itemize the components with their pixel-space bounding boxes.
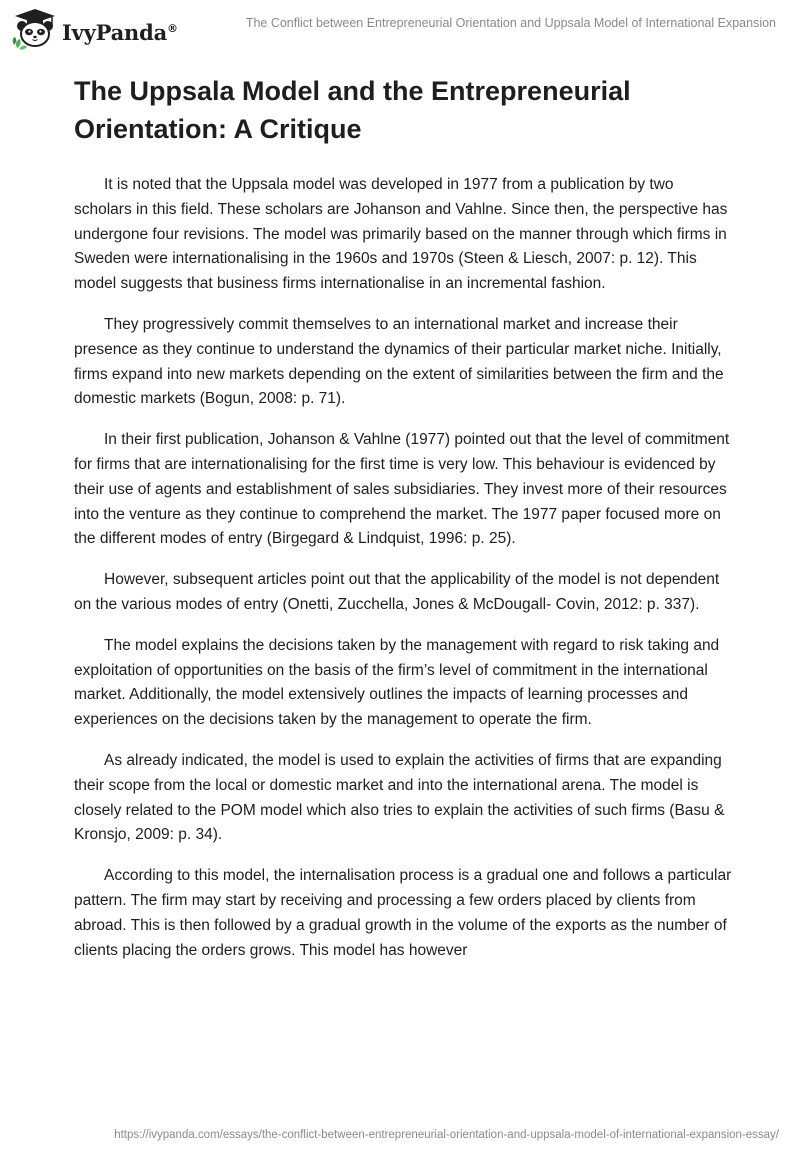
source-url[interactable]: https://ivypanda.com/essays/the-conflict-between-entrepreneurial-orientation-and-uppsala-model-of-international-expansion-essay/ xyxy=(114,1129,779,1141)
paragraph: However, subsequent articles point out that the applicability of the model is not dependent on the various modes of entry (Onetti, Zucchella, Jones & McDougall- Covin, 2012: p. 337). xyxy=(74,571,720,613)
ivypanda-logo[interactable] xyxy=(12,8,178,52)
paragraph: It is noted that the Uppsala model was developed in 1977 from a publication by two scholars in this field. These scholars are Johanson and Vahlne. Since then, the perspective has undergone four revisions. The model was primarily based on the manner through which firms in Sweden were internationalising in the 1960s and 1970s (Steen & Liesch, 2007: p. 12). This model suggests that business firms internationalise in an incremental fashion. xyxy=(74,176,728,293)
page-title: The Uppsala Model and the Entrepreneurial Orientation: A Critique xyxy=(74,76,631,144)
paragraph: In their first publication, Johanson & Vahlne (1977) pointed out that the level of commitment for firms that are internationalising for the first time is very low. This behaviour is evidenced by their use of agents and establishment of sales subsidiaries. They invest more of their resources into the venture as they continue to comprehend the market. The 1977 paper focused more on the different modes of entry (Birgegard & Lindquist, 1996: p. 25). xyxy=(74,431,730,548)
paragraph: They progressively commit themselves to an international market and increase their presence as they continue to understand the dynamics of their particular market niche. Initially, firms expand into new markets depending on the extent of similarities between the firm and the domestic markets (Bogun, 2008: p. 71). xyxy=(74,315,724,408)
paragraph: As already indicated, the model is used to explain the activities of firms that are expanding their scope from the local or domestic market and into the international arena. The model is closely related to the POM model which also tries to explain the activities of such firms (Basu & Kronsjo, 2009: p. 34). xyxy=(74,751,725,844)
panda-graduate-icon xyxy=(12,8,58,52)
paragraph: According to this model, the internalisation process is a gradual one and follows a particular pattern. The firm may start by receiving and processing a few orders placed by clients from abroad. This is then followed by a gradual growth in the volume of the exports as the number of clients placing the orders grows. This model has however xyxy=(74,867,732,959)
brand-name: IvyPanda® xyxy=(62,19,178,45)
paragraph: The model explains the decisions taken by the management with regard to risk taking and exploitation of opportunities on the basis of the firm’s level of commitment in the international market. Additionally, the model extensively outlines the impacts of learning processes and experiences on the decisions taken by the management to operate the firm. xyxy=(74,636,720,729)
page-header xyxy=(0,0,800,60)
document-title: The Conflict between Entrepreneurial Orientation and Uppsala Model of International Expansion xyxy=(245,16,776,30)
article-body xyxy=(74,173,734,979)
